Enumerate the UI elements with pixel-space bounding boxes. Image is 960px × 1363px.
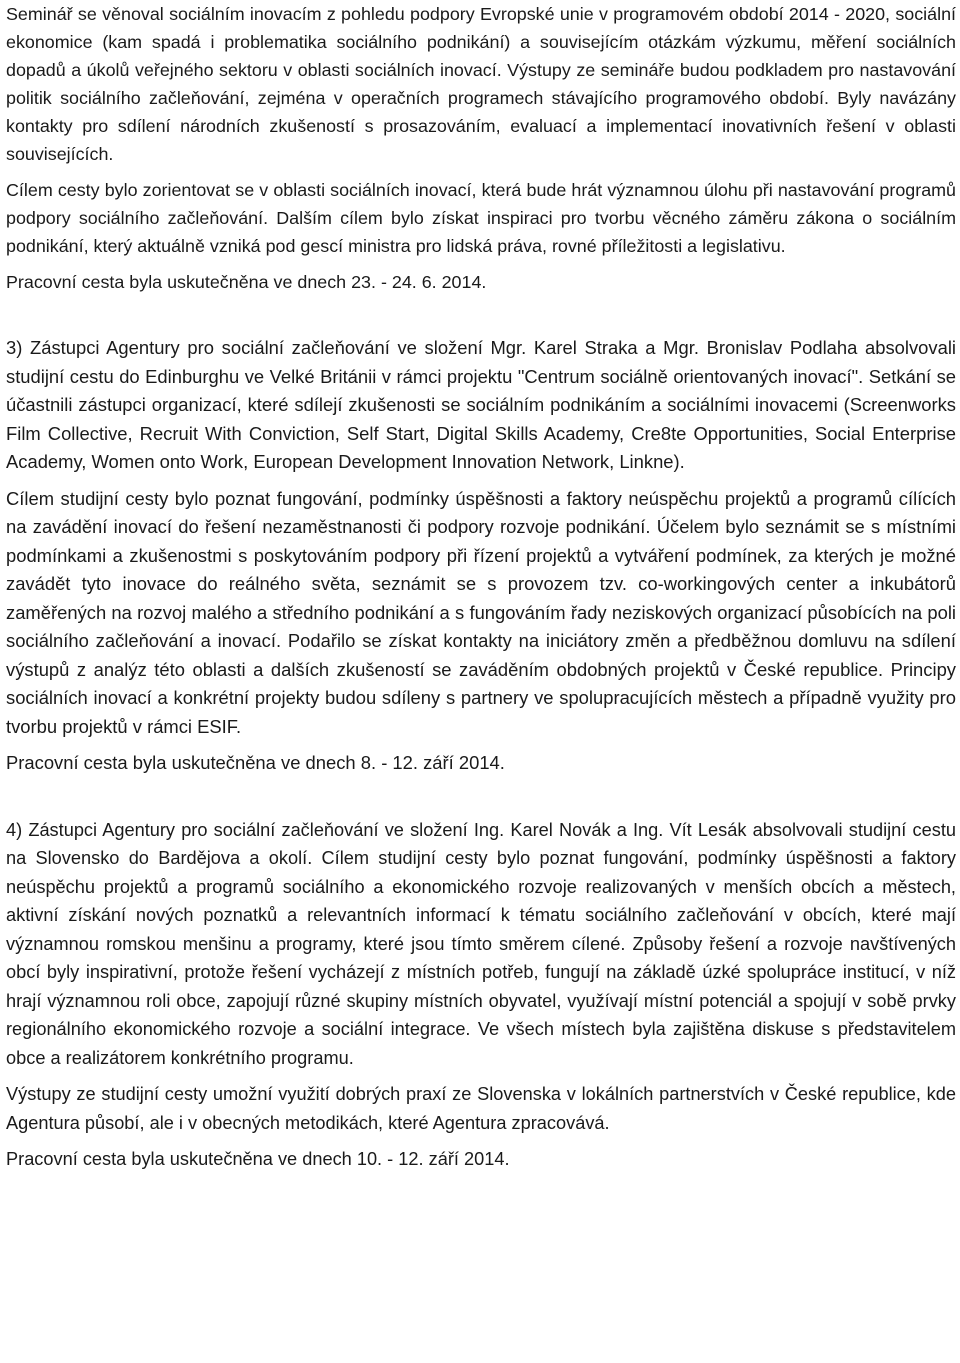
section-2 bbox=[6, 0, 956, 296]
section-2-paragraph-2: Cílem cesty bylo zorientovat se v oblasti sociálních inovací, která bude hrát významnou úlohu při nastavování programů podpory sociálního začleňování. Dalším cílem bylo získat inspiraci pro tvorbu věcného záměru zákona o sociálním podnikání, který aktuálně vzniká pod gescí ministra pro lidská práva, rovné příležitosti a legislativu. bbox=[6, 180, 956, 256]
section-4 bbox=[6, 816, 956, 1174]
section-4-paragraph-2: Výstupy ze studijní cesty umožní využití dobrých praxí ze Slovenska v lokálních partnerstvích v České republice, kde Agentura působí, ale i v obecných metodikách, které Agentura zpracovává. bbox=[6, 1084, 956, 1133]
section-3 bbox=[6, 334, 956, 778]
section-2-date: Pracovní cesta byla uskutečněna ve dnech 23. - 24. 6. 2014. bbox=[6, 272, 487, 292]
section-2-paragraph-1: Seminář se věnoval sociálním inovacím z pohledu podpory Evropské unie v programovém období 2014 - 2020, sociální ekonomice (kam spadá i problematika sociálního podnikání) a souvisejícím otázkám výzkumu, měření sociálních dopadů a úkolů veřejného sektoru v oblasti sociálních inovací. Výstupy ze semináře budou podkladem pro nastavování politik sociálního začleňování, zejména v operačních programech stávajícího programového období. Byly navázány kontakty pro sdílení národních zkušeností s prosazováním, evaluací a implementací inovativních řešení v oblasti souvisejících. bbox=[6, 4, 956, 164]
section-3-paragraph-1: 3) Zástupci Agentury pro sociální začleňování ve složení Mgr. Karel Straka a Mgr. Bronislav Podlaha absolvovali studijní cestu do Edinburghu ve Velké Británii v rámci projektu "Centrum sociálně orientovaných inovací". Setkání se účastnili zástupci organizací, které sdílejí zkušenosti se sociálním podnikáním a sociálními inovacemi (Screenworks Film Collective, Recruit With Conviction, Self Start, Digital Skills Academy, Cre8te Opportunities, Social Enterprise Academy, Women onto Work, European Development Innovation Network, Linkne). bbox=[6, 337, 956, 472]
section-4-date: Pracovní cesta byla uskutečněna ve dnech 10. - 12. září 2014. bbox=[6, 1149, 510, 1169]
document-page bbox=[6, 0, 956, 1174]
section-3-paragraph-2: Cílem studijní cesty bylo poznat fungování, podmínky úspěšnosti a faktory neúspěchu projektů a programů cílících na zavádění inovací do řešení nezaměstnanosti či podpory rozvoje podnikání. Účelem bylo seznámit se s místními podmínkami a zkušenostmi s poskytováním podpory při řízení projektů a vytváření podmínek, za kterých je možné zavádět tyto inovace do reálného světa, seznámit se s provozem tzv. co-workingových center a inkubátorů zaměřených na rozvoj malého a středního podnikání a s fungováním řady neziskových organizací působících na poli sociálního začleňování a inovací. Podařilo se získat kontakty na iniciátory změn a předběžnou domluvu na sdílení výstupů z analýz této oblasti a dalších zkušeností se zaváděním obdobných projektů v České republice. Principy sociálních inovací a konkrétní projekty budou sdíleny s partnery ve spolupracujících městech a případně využity pro tvorbu projektů v rámci ESIF. bbox=[6, 487, 956, 737]
section-4-paragraph-1: 4) Zástupci Agentury pro sociální začleňování ve složení Ing. Karel Novák a Ing. Vít Lesák absolvovali studijní cestu na Slovensko do Bardějova a okolí. Cílem studijní cesty bylo poznat fungování, podmínky úspěšnosti a faktory neúspěchu projektů a programů sociálního a ekonomického rozvoje realizovaných v menších obcích a městech, aktivní získání nových poznatků a relevantních informací k tématu sociálního začleňování v obcích, které mají významnou romskou menšinu a programy, které jsou tímto směrem cílené. Způsoby řešení a rozvoje navštívených obcí byly inspirativní, protože řešení vycházejí z místních potřeb, fungují na základě úzké spolupráce institucí, v níž hrají významnou roli obce, zapojují různé skupiny místních obyvatel, využívají místní potenciál a spojují v sobě prvky regionálního ekonomického rozvoje a sociální integrace. Ve všech místech byla zajištěna diskuse s představitelem obce a realizátorem konkrétního programu. bbox=[6, 819, 956, 1068]
section-3-date: Pracovní cesta byla uskutečněna ve dnech 8. - 12. září 2014. bbox=[6, 752, 505, 773]
